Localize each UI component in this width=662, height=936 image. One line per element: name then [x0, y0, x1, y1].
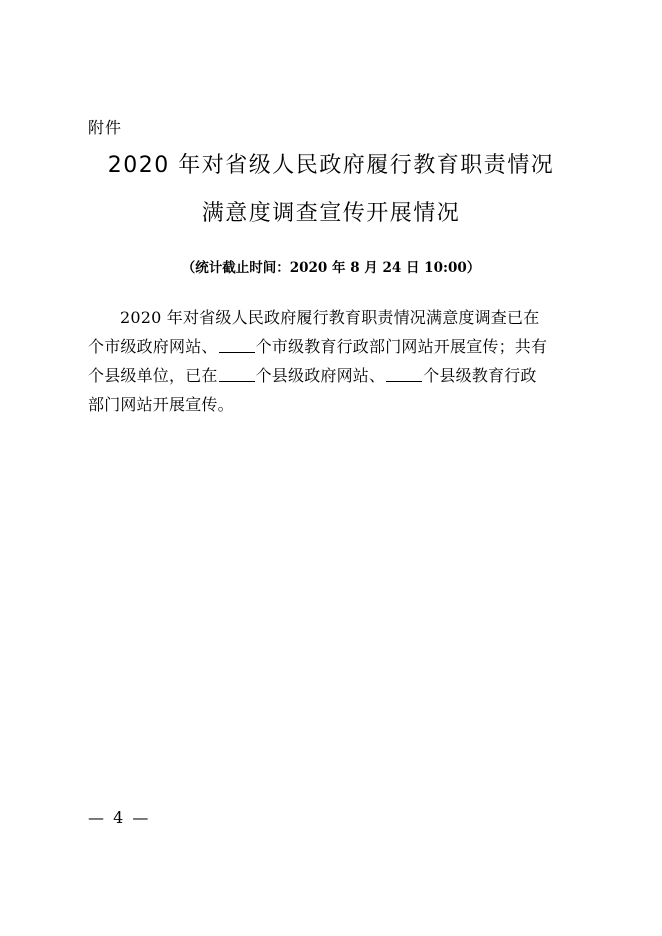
body-line-1 [88, 303, 576, 332]
body-text-segment: 个县级政府网站、 [255, 366, 386, 385]
attachment-label: 附件 [88, 118, 123, 137]
document-title-line-1: 2020 年对省级人民政府履行教育职责情况 [107, 153, 555, 178]
body-text-segment: 部门网站开展宣传。 [88, 395, 234, 414]
body-text-segment: 个市级政府网站、 [88, 337, 218, 356]
body-text-segment: 个市级教育行政部门网站开展宣传；共有 [255, 337, 548, 356]
body-line-2 [88, 332, 576, 361]
fill-in-blank [219, 336, 255, 353]
fill-in-blank [219, 365, 255, 382]
page-number: — 4 — [88, 808, 151, 827]
cutoff-time-note: （统计截止时间：2020 年 8 月 24 日 10:00） [181, 260, 481, 276]
fill-in-blank [386, 365, 422, 382]
body-line-4 [88, 390, 576, 419]
body-text-segment: 2020 年对省级人民政府履行教育职责情况满意度调查已在 [120, 308, 540, 327]
body-paragraph [88, 303, 576, 419]
body-line-3 [88, 361, 576, 390]
body-text-segment: 个县级单位，已在 [88, 366, 218, 385]
body-text-segment: 个县级教育行政 [423, 366, 537, 385]
document-title-line-2: 满意度调查宣传开展情况 [201, 201, 461, 226]
